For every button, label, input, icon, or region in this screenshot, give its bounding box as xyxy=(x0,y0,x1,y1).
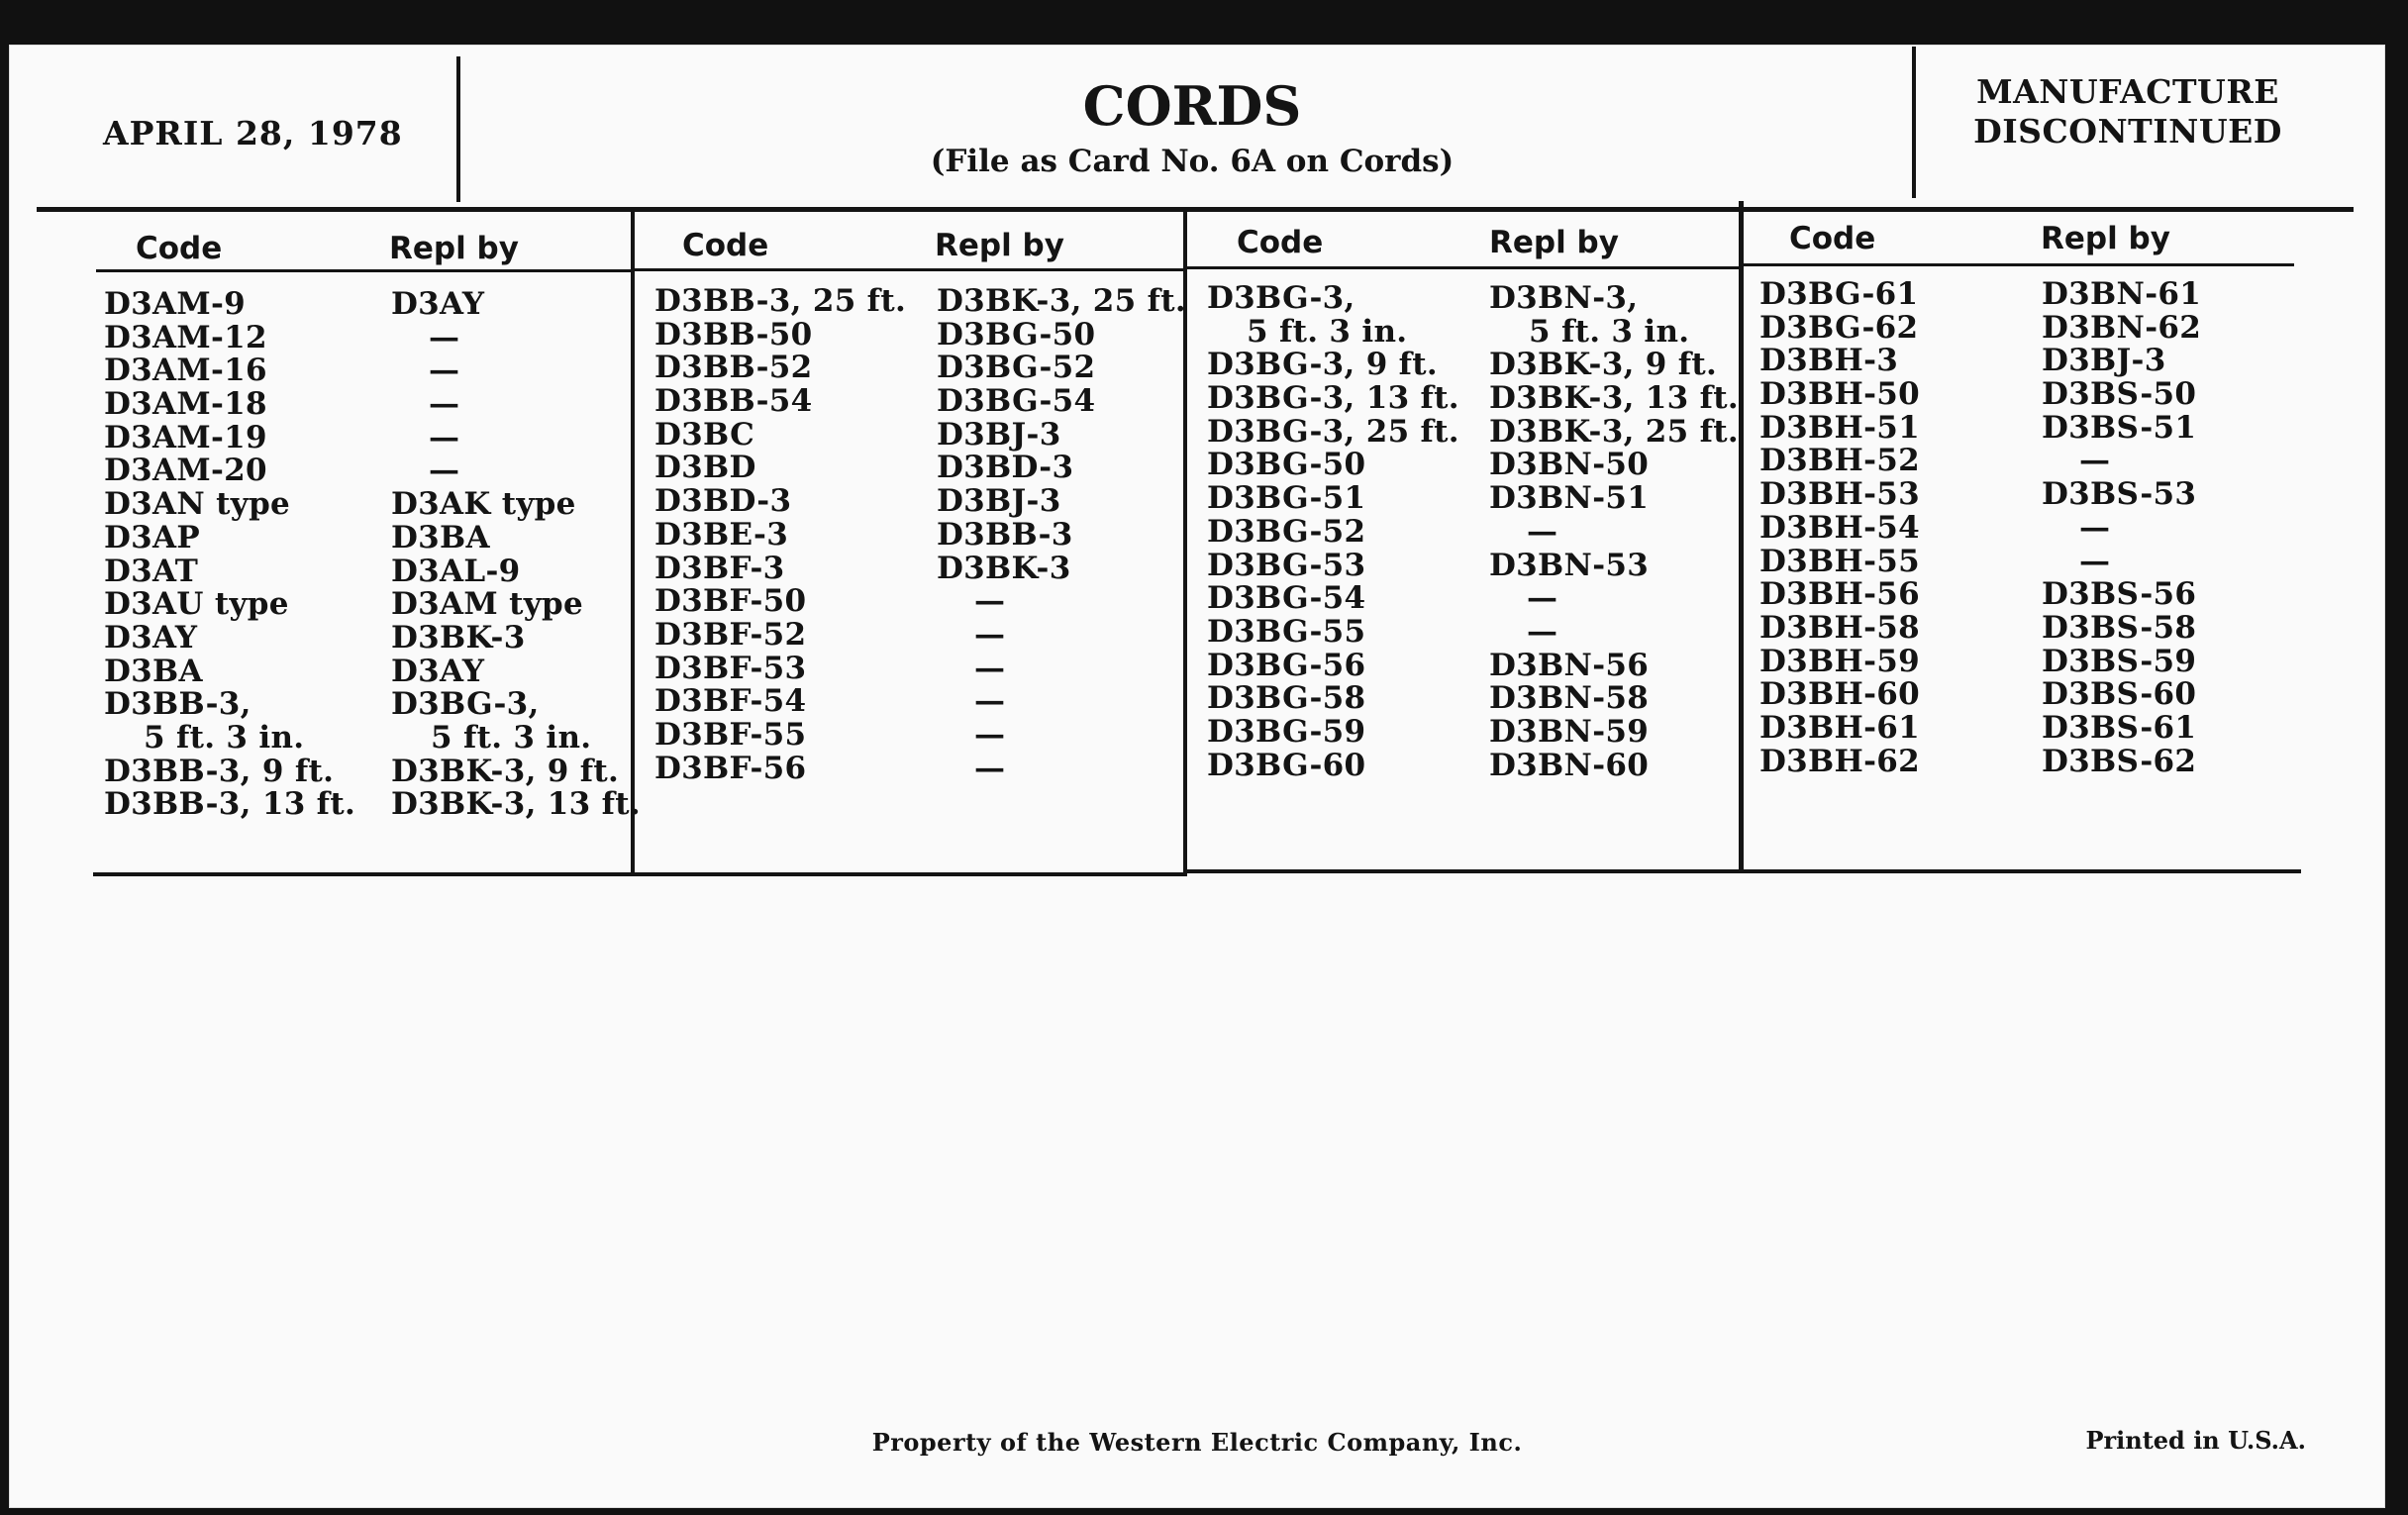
table-row xyxy=(1207,747,1737,783)
table-row xyxy=(1759,578,2294,612)
column-2-entries xyxy=(654,283,1186,786)
table-row xyxy=(654,516,1179,553)
table-row xyxy=(1759,743,2294,779)
code-cell: D3BB-3, 13 ft. xyxy=(104,786,356,823)
code-cell: D3BA xyxy=(104,653,203,689)
column-3-entries xyxy=(1207,282,1737,782)
code-cell: D3BH-59 xyxy=(1759,643,1921,679)
column-4-header-rule xyxy=(1744,263,2294,266)
replacement-cell: — xyxy=(974,716,1006,753)
table-row xyxy=(654,585,1179,619)
code-cell: D3BG-3, 25 ft. xyxy=(1207,413,1459,450)
column-1-repl-header: Repl by xyxy=(389,231,519,266)
code-cell: D3AN type xyxy=(104,486,291,523)
code-cell: D3BF-55 xyxy=(654,716,807,753)
table-row xyxy=(1207,647,1737,683)
table-row xyxy=(1207,547,1737,583)
column-3-repl-header: Repl by xyxy=(1489,225,1619,260)
code-cell: D3BH-50 xyxy=(1759,376,1921,413)
replacement-cell: 5 ft. 3 in. xyxy=(431,719,592,756)
replacement-cell: — xyxy=(974,750,1006,786)
table-row xyxy=(1759,509,2294,546)
code-cell: 5 ft. 3 in. xyxy=(1247,313,1408,350)
table-row xyxy=(104,588,629,622)
status-stamp xyxy=(1925,72,2331,152)
code-cell: D3BD xyxy=(654,450,756,486)
replacement-cell: D3BG-52 xyxy=(937,350,1096,386)
code-cell: D3BB-50 xyxy=(654,316,813,353)
replacement-cell: D3BK-3, 13 ft. xyxy=(391,786,641,823)
table-row xyxy=(104,688,629,722)
replacement-cell: D3BN-61 xyxy=(2042,276,2202,312)
table-row xyxy=(1207,682,1737,716)
replacement-cell: D3AY xyxy=(391,286,485,322)
code-cell: D3BF-52 xyxy=(654,616,807,653)
table-row xyxy=(1759,278,2294,312)
replacement-cell: D3BJ-3 xyxy=(937,416,1061,453)
replacement-cell: D3BJ-3 xyxy=(2042,343,2166,379)
replacement-cell: D3BS-58 xyxy=(2042,609,2197,646)
replacement-cell: D3AY xyxy=(391,653,485,689)
table-row xyxy=(1759,345,2294,378)
table-bottom-rule-left xyxy=(93,872,1187,876)
code-cell: D3BG-55 xyxy=(1207,613,1366,650)
replacement-cell: D3BS-60 xyxy=(2042,676,2197,713)
replacement-cell: D3BS-51 xyxy=(2042,409,2197,446)
replacement-cell: — xyxy=(2079,443,2111,479)
table-row xyxy=(1759,609,2294,646)
code-cell: D3BB-54 xyxy=(654,383,813,420)
code-cell: D3BF-3 xyxy=(654,550,785,586)
replacement-cell: D3BN-62 xyxy=(2042,309,2202,346)
code-cell: D3BG-59 xyxy=(1207,713,1366,750)
table-row xyxy=(1759,445,2294,478)
table-row xyxy=(104,653,629,689)
replacement-cell: — xyxy=(429,386,460,423)
table-row xyxy=(104,319,629,355)
code-cell: D3AT xyxy=(104,553,199,589)
code-cell: D3BG-60 xyxy=(1207,747,1366,783)
table-row xyxy=(104,354,629,388)
replacement-cell: D3BA xyxy=(391,519,490,556)
replacement-cell: D3BK-3, 13 ft. xyxy=(1489,380,1739,417)
table-row xyxy=(1207,449,1737,482)
table-row xyxy=(1759,378,2294,412)
replacement-cell: D3BK-3 xyxy=(937,550,1071,586)
replacement-cell: — xyxy=(429,453,460,489)
replacement-cell: D3BG-54 xyxy=(937,383,1096,420)
replacement-cell: — xyxy=(1527,613,1558,650)
replacement-cell: D3BK-3, 25 ft. xyxy=(1489,413,1739,450)
replacement-cell: D3BK-3, 9 ft. xyxy=(1489,347,1718,383)
replacement-cell: — xyxy=(2079,509,2111,546)
table-row xyxy=(654,650,1179,686)
column-3-header-rule xyxy=(1187,266,1739,269)
replacement-cell: D3BN-56 xyxy=(1489,647,1650,683)
table-row xyxy=(1207,482,1737,516)
code-cell: D3BF-56 xyxy=(654,750,807,786)
code-cell: D3BH-58 xyxy=(1759,609,1921,646)
table-row xyxy=(1759,543,2294,579)
code-cell: 5 ft. 3 in. xyxy=(144,719,305,756)
table-row xyxy=(654,352,1179,385)
replacement-cell: — xyxy=(429,419,460,455)
code-cell: D3BB-3, 9 ft. xyxy=(104,753,335,789)
status-line-2: DISCONTINUED xyxy=(1973,112,2282,151)
table-row xyxy=(654,716,1179,753)
replacement-cell: D3AK type xyxy=(391,486,576,523)
table-row xyxy=(104,519,629,556)
replacement-cell: D3BN-58 xyxy=(1489,680,1650,717)
replacement-cell: D3BN-53 xyxy=(1489,547,1650,583)
table-row xyxy=(1207,382,1737,416)
code-cell: D3BG-61 xyxy=(1759,276,1919,312)
replacement-cell: D3BG-50 xyxy=(937,316,1096,353)
column-4-code-header: Code xyxy=(1789,221,1876,256)
replacement-cell: D3BN-3, xyxy=(1489,280,1639,316)
table-row xyxy=(1207,613,1737,650)
card-date: APRIL 28, 1978 xyxy=(103,114,403,152)
table-row xyxy=(1759,643,2294,679)
code-cell: D3BH-61 xyxy=(1759,709,1921,746)
table-row xyxy=(1207,313,1737,350)
table-row xyxy=(654,685,1179,719)
table-row xyxy=(1759,478,2294,512)
code-cell: D3BG-52 xyxy=(1207,513,1366,550)
code-cell: D3BG-51 xyxy=(1207,480,1366,517)
replacement-cell: — xyxy=(974,616,1006,653)
code-cell: D3AM-19 xyxy=(104,419,267,455)
card-title: CORDS xyxy=(1082,74,1302,138)
code-cell: D3BB-52 xyxy=(654,350,813,386)
column-1-header-rule xyxy=(96,269,631,272)
code-cell: D3AY xyxy=(104,619,198,656)
replacement-cell: D3BJ-3 xyxy=(937,483,1061,520)
code-cell: D3AM-9 xyxy=(104,286,247,322)
table-row xyxy=(104,786,641,823)
status-line-1: MANUFACTURE xyxy=(1976,72,2279,111)
code-cell: D3BH-60 xyxy=(1759,676,1921,713)
column-2-header-rule xyxy=(635,268,1183,271)
code-cell: D3BH-51 xyxy=(1759,409,1921,446)
header-divider-left xyxy=(456,56,460,202)
table-row xyxy=(104,753,629,789)
column-divider-3 xyxy=(1739,201,1744,870)
table-row xyxy=(654,750,1179,786)
code-cell: D3BD-3 xyxy=(654,483,792,520)
replacement-cell: — xyxy=(2079,543,2111,579)
replacement-cell: — xyxy=(974,683,1006,720)
code-cell: D3BG-3, xyxy=(1207,280,1355,316)
column-4-entries xyxy=(1759,278,2294,778)
table-top-rule xyxy=(37,207,2354,212)
code-cell: D3AP xyxy=(104,519,201,556)
code-cell: D3BG-54 xyxy=(1207,580,1366,617)
column-2-repl-header: Repl by xyxy=(935,228,1064,263)
replacement-cell: D3BN-51 xyxy=(1489,480,1650,517)
code-cell: D3BF-50 xyxy=(654,583,807,620)
replacement-cell: D3BB-3 xyxy=(937,516,1073,553)
replacement-cell: D3BS-62 xyxy=(2042,743,2197,779)
code-cell: D3BB-3, xyxy=(104,686,251,723)
table-row xyxy=(104,454,629,488)
replacement-cell: D3BS-61 xyxy=(2042,709,2197,746)
table-row xyxy=(654,283,1186,319)
code-cell: D3BH-62 xyxy=(1759,743,1921,779)
table-row xyxy=(1207,513,1737,550)
replacement-cell: D3BG-3, xyxy=(391,686,540,723)
table-row xyxy=(1207,713,1737,750)
table-row xyxy=(654,616,1179,653)
replacement-cell: — xyxy=(1527,580,1558,617)
replacement-cell: — xyxy=(974,583,1006,620)
column-1-code-header: Code xyxy=(136,231,223,266)
card-subtitle: (File as Card No. 6A on Cords) xyxy=(930,144,1455,179)
table-row xyxy=(654,316,1179,353)
code-cell: D3AM-16 xyxy=(104,353,267,389)
table-row xyxy=(104,488,629,522)
replacement-cell: D3BK-3 xyxy=(391,619,526,656)
table-row xyxy=(1207,349,1737,382)
code-cell: D3BG-3, 13 ft. xyxy=(1207,380,1459,417)
replacement-cell: D3BN-60 xyxy=(1489,747,1650,783)
table-row xyxy=(104,288,629,322)
table-row xyxy=(1759,678,2294,712)
code-cell: D3BF-53 xyxy=(654,650,807,686)
column-1-entries xyxy=(104,286,641,823)
code-cell: D3BG-56 xyxy=(1207,647,1366,683)
card-header xyxy=(9,45,2385,243)
code-cell: D3BF-54 xyxy=(654,683,807,720)
header-divider-right xyxy=(1912,47,1916,198)
printed-in-notice: Printed in U.S.A. xyxy=(2085,1426,2306,1455)
table-row xyxy=(654,416,1179,453)
code-cell: D3BG-53 xyxy=(1207,547,1366,583)
title-block xyxy=(464,74,1920,179)
code-cell: D3BC xyxy=(654,416,755,453)
replacement-cell: D3BK-3, 9 ft. xyxy=(391,753,620,789)
code-cell: D3BH-55 xyxy=(1759,543,1921,579)
column-3-code-header: Code xyxy=(1237,225,1324,260)
replacement-cell: 5 ft. 3 in. xyxy=(1529,313,1690,350)
table-row xyxy=(1759,309,2294,346)
table-row xyxy=(1207,282,1737,316)
table-row xyxy=(1759,409,2294,446)
table-row xyxy=(1207,582,1737,616)
replacement-cell: — xyxy=(1527,513,1558,550)
replacement-cell: D3BD-3 xyxy=(937,450,1074,486)
index-card xyxy=(9,45,2385,1508)
code-cell: D3AM-12 xyxy=(104,319,267,355)
replacement-cell: D3BS-59 xyxy=(2042,643,2197,679)
code-cell: D3AU type xyxy=(104,586,289,623)
replacement-cell: D3BS-50 xyxy=(2042,376,2197,413)
column-divider-1 xyxy=(631,209,635,873)
table-row xyxy=(104,719,629,756)
code-cell: D3BG-3, 9 ft. xyxy=(1207,347,1439,383)
code-cell: D3BE-3 xyxy=(654,516,789,553)
code-cell: D3BH-52 xyxy=(1759,443,1921,479)
code-cell: D3BB-3, 25 ft. xyxy=(654,283,907,319)
code-cell: D3BH-3 xyxy=(1759,343,1899,379)
table-row xyxy=(104,553,629,589)
replacement-cell: — xyxy=(429,319,460,355)
replacement-cell: D3BN-59 xyxy=(1489,713,1650,750)
code-cell: D3BH-53 xyxy=(1759,476,1921,513)
table-row xyxy=(1759,709,2294,746)
replacement-cell: D3BS-56 xyxy=(2042,576,2197,613)
code-cell: D3BH-56 xyxy=(1759,576,1921,613)
replacement-cell: D3AM type xyxy=(391,586,584,623)
table-row xyxy=(1207,413,1739,450)
code-cell: D3BH-54 xyxy=(1759,509,1921,546)
column-4-repl-header: Repl by xyxy=(2041,221,2170,256)
property-notice: Property of the Western Electric Company, Inc. xyxy=(871,1428,1523,1457)
table-bottom-rule-right xyxy=(1187,869,2301,873)
table-row xyxy=(104,619,629,656)
replacement-cell: — xyxy=(974,650,1006,686)
replacement-cell: D3BS-53 xyxy=(2042,476,2197,513)
replacement-cell: D3AL-9 xyxy=(391,553,521,589)
code-cell: D3BG-58 xyxy=(1207,680,1366,717)
code-cell: D3AM-18 xyxy=(104,386,267,423)
replacement-cell: D3BN-50 xyxy=(1489,447,1650,483)
code-cell: D3BG-62 xyxy=(1759,309,1919,346)
table-row xyxy=(104,419,629,455)
table-row xyxy=(654,385,1179,419)
table-row xyxy=(104,388,629,422)
table-row xyxy=(654,452,1179,485)
table-row xyxy=(654,550,1179,586)
replacement-cell: D3BK-3, 25 ft. xyxy=(937,283,1186,319)
replacement-cell: — xyxy=(429,353,460,389)
code-cell: D3BG-50 xyxy=(1207,447,1366,483)
table-row xyxy=(654,485,1179,519)
code-cell: D3AM-20 xyxy=(104,453,267,489)
column-2-code-header: Code xyxy=(682,228,769,263)
